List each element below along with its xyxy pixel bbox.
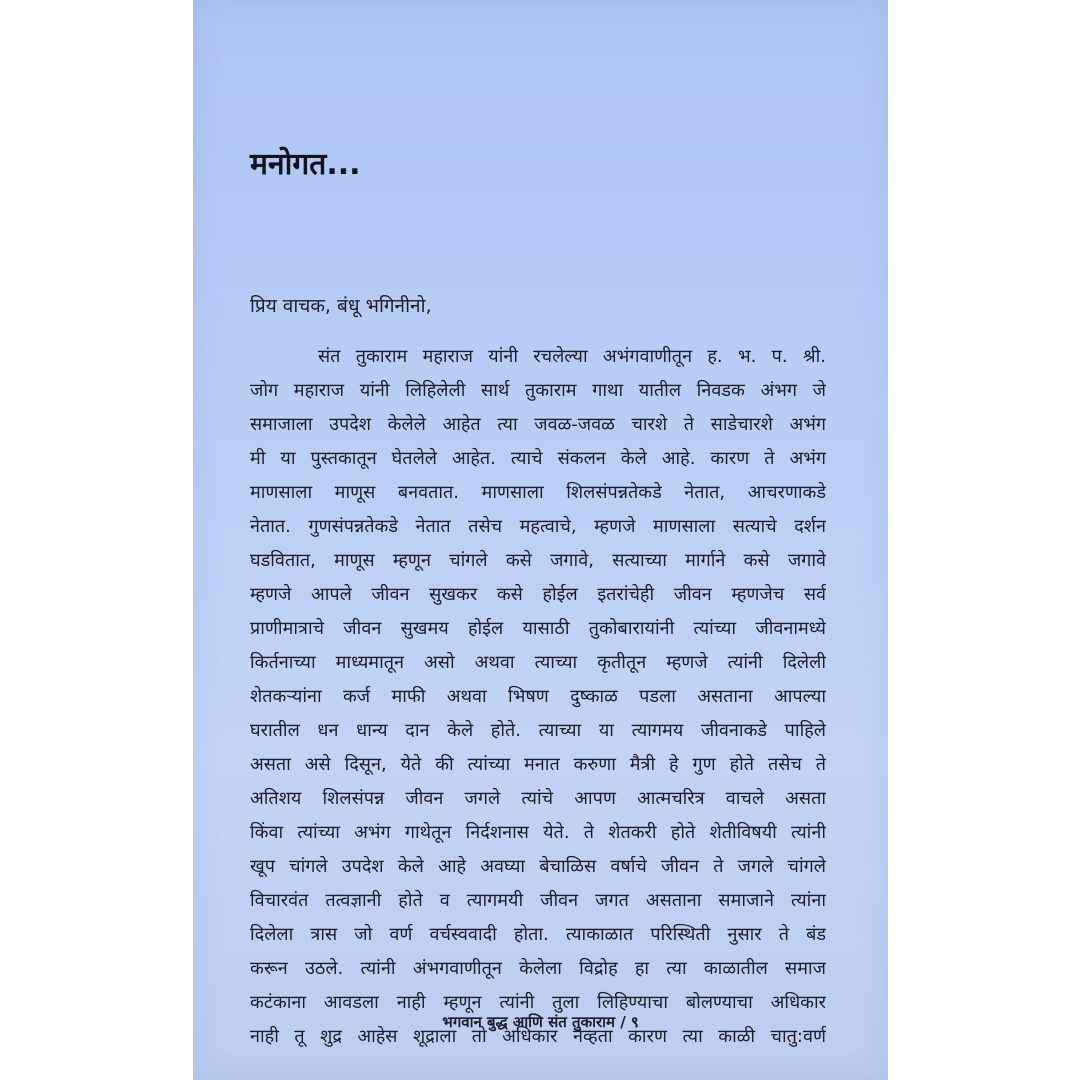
page-footer: भगवान बुद्ध आणि संत तुकाराम / ९ [442, 1013, 639, 1031]
paragraph-line: कटंकाना आवडला नाही म्हणून त्यांनी तुला लिहिण्याचा बोलण्याचा अधिकार [250, 992, 826, 1013]
paragraph-line: असता असे दिसून, येते की त्यांच्या मनात करुणा मैत्री हे गुण होते तसेच ते [250, 754, 826, 775]
paragraph-line: घरातील धन धान्य दान केले होते. त्याच्या या त्यागमय जीवनाकडे पाहिले [250, 720, 826, 741]
paragraph-line: दिलेला त्रास जो वर्ण वर्चस्ववादी होता. त्याकाळात परिस्थिती नुसार ते बंड [250, 924, 826, 945]
body-paragraph [250, 340, 826, 1054]
paragraph-line: जोग महाराज यांनी लिहिलेली सार्थ तुकाराम गाथा यातील निवडक अंभग जे [250, 380, 826, 401]
paragraph-line: किर्तनाच्या माध्यमातून असो अथवा त्याच्या कृतीतून म्हणजे त्यांनी दिलेली [250, 652, 826, 673]
paragraph-line: नाही तू शुद्र आहेस शूद्राला तो अधिकार नव्हता कारण त्या काळी चातु:वर्ण [250, 1026, 826, 1047]
book-page [193, 0, 888, 1080]
paragraph-line: विचारवंत तत्वज्ञानी होते व त्यागमयी जीवन जगत असताना समाजाने त्यांना [250, 890, 826, 911]
paragraph-line: संत तुकाराम महाराज यांनी रचलेल्या अभंगवाणीतून ह. भ. प. श्री. [318, 346, 826, 367]
paragraph-line: प्राणीमात्राचे जीवन सुखमय होईल यासाठी तुकोबारायांनी त्यांच्या जीवनामध्ये [250, 618, 826, 639]
page-heading: मनोगत... [250, 147, 361, 182]
paragraph-line: माणसाला माणूस बनवतात. माणसाला शिलसंपन्नतेकडे नेतात, आचरणाकडे [250, 482, 826, 503]
paragraph-line: मी या पुस्तकातून घेतलेले आहेत. त्याचे संकलन केले आहे. कारण ते अभंग [250, 448, 826, 469]
paragraph-line: घडवितात, माणूस म्हणून चांगले कसे जगावे, सत्याच्या मार्गाने कसे जगावे [250, 550, 826, 571]
paragraph-line: शेतकऱ्यांना कर्ज माफी अथवा भिषण दुष्काळ पडला असताना आपल्या [250, 686, 826, 707]
paragraph-line: खूप चांगले उपदेश केले आहे अवघ्या बेचाळिस वर्षाचे जीवन ते जगले चांगले [250, 856, 826, 877]
paragraph-line: अतिशय शिलसंपन्न जीवन जगले त्यांचे आपण आत्मचरित्र वाचले असता [250, 788, 826, 809]
paragraph-line: नेतात. गुणसंपन्नतेकडे नेतात तसेच महत्वाचे, म्हणजे माणसाला सत्याचे दर्शन [250, 516, 826, 537]
paragraph-line: किंवा त्यांच्या अभंग गाथेतून निर्दशनास येते. ते शेतकरी होते शेतीविषयी त्यांनी [250, 822, 826, 843]
paragraph-line: म्हणजे आपले जीवन सुखकर कसे होईल इतरांचेही जीवन म्हणजेच सर्व [250, 584, 826, 605]
paragraph-line: समाजाला उपदेश केलेले आहेत त्या जवळ-जवळ चारशे ते साडेचारशे अभंग [250, 414, 826, 435]
paragraph-line: करून उठले. त्यांनी अंभगवाणीतून केलेला विद्रोह हा त्या काळातील समाज [250, 958, 826, 979]
salutation: प्रिय वाचक, बंधू भगिनीनो, [250, 295, 432, 317]
